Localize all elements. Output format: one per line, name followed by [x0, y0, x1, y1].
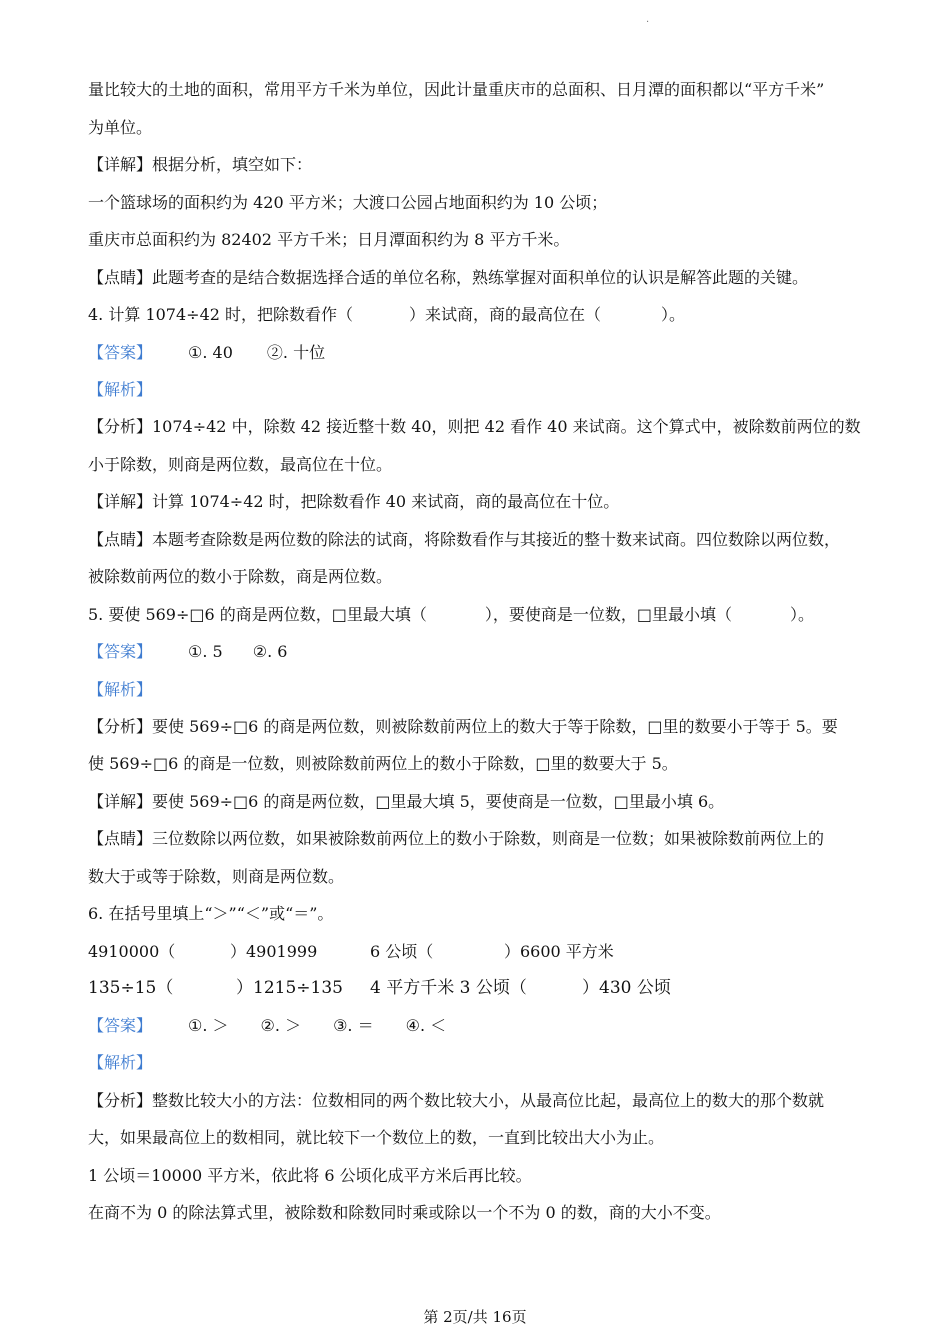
- q5-answer-row: [88, 641, 287, 663]
- analysis-line: 使 569÷□6 的商是一位数，则被除数前两位上的数小于除数，□里的数要大于 5。: [88, 754, 678, 773]
- header-dot: .: [646, 14, 650, 25]
- q4-part: ）来试商，商的最高位在（: [409, 305, 602, 324]
- tip-line: 【点睛】本题考查除数是两位数的除法的试商，将除数看作与其接近的整十数来试商。四位数除以两位数，: [88, 530, 841, 549]
- question-5: [88, 604, 814, 626]
- analysis-line: 【分析】要使 569÷□6 的商是两位数，则被除数前两位上的数大于等于除数，□里的数要小于等于 5。要: [88, 717, 838, 736]
- q6-item: ）430 公顷: [582, 978, 671, 998]
- answer-tag: 【答案】: [88, 343, 153, 362]
- analysis-line: 【分析】1074÷42 中，除数 42 接近整十数 40，则把 42 看作 40 来试商。这个算式中，被除数前两位的数: [88, 417, 861, 436]
- answer-item: ①. 5: [188, 642, 223, 661]
- answer-item: ③. ＝: [333, 1016, 374, 1035]
- text-line: 重庆市总面积约为 82402 平方千米；日月潭面积约为 8 平方千米。: [88, 230, 570, 249]
- answer-item: ④. ＜: [405, 1016, 447, 1035]
- answer-item: ②. ＞: [260, 1016, 302, 1035]
- answer-item: ①. 40: [188, 343, 233, 362]
- q5-part: 5. 要使 569÷□6 的商是两位数，□里最大填（: [88, 605, 427, 624]
- detail-line: 【详解】要使 569÷□6 的商是两位数，□里最大填 5，要使商是一位数，□里最小填 6。: [88, 792, 725, 811]
- q6-answer-row: [88, 1015, 446, 1037]
- q6-item: ）1215÷135: [236, 978, 343, 998]
- detail-line: 【详解】根据分析，填空如下：: [88, 155, 313, 174]
- analysis-tag: 【解析】: [88, 680, 153, 699]
- analysis-tag: 【解析】: [88, 1053, 153, 1072]
- text-line: 为单位。: [88, 118, 153, 137]
- answer-item: ②. 6: [252, 642, 288, 661]
- analysis-line: 【分析】整数比较大小的方法：位数相同的两个数比较大小，从最高位比起，最高位上的数大的那个数就: [88, 1091, 825, 1110]
- q5-part: ），要使商是一位数，□里最小填（: [484, 605, 733, 624]
- q6-item: ）4901999: [230, 942, 318, 961]
- q4-part: ）。: [661, 305, 686, 324]
- tip-line: 【点睛】此题考查的是结合数据选择合适的单位名称，熟练掌握对面积单位的认识是解答此题的关键。: [88, 268, 809, 287]
- tip-line: 【点睛】三位数除以两位数，如果被除数前两位上的数小于除数，则商是一位数；如果被除数前两位上的: [88, 829, 825, 848]
- tip-line: 被除数前两位的数小于除数，商是两位数。: [88, 567, 393, 586]
- tip-line: 数大于或等于除数，则商是两位数。: [88, 867, 345, 886]
- question-4: [88, 304, 685, 326]
- text-line: 一个篮球场的面积约为 420 平方米；大渡口公园占地面积约为 10 公顷；: [88, 193, 608, 212]
- q5-part: ）。: [790, 605, 815, 624]
- answer-item: ①. ＞: [188, 1016, 229, 1035]
- text-line: 量比较大的土地的面积，常用平方千米为单位，因此计量重庆市的总面积、日月潭的面积都以“平方千米”: [88, 80, 825, 99]
- q6-item: ）6600 平方米: [504, 942, 614, 961]
- answer-tag: 【答案】: [88, 642, 153, 661]
- analysis-line: 大，如果最高位上的数相同，就比较下一个数位上的数，一直到比较出大小为止。: [88, 1128, 665, 1147]
- question-6: 6. 在括号里填上“＞”“＜”或“＝”。: [88, 904, 334, 923]
- detail-line: 【详解】计算 1074÷42 时，把除数看作 40 来试商，商的最高位在十位。: [88, 492, 620, 511]
- answer-tag: 【答案】: [88, 1016, 153, 1035]
- answer-item: ②. 十位: [266, 343, 326, 362]
- q4-part: 4. 计算 1074÷42 时，把除数看作（: [88, 305, 354, 324]
- q6-item: 4910000（: [88, 942, 176, 961]
- analysis-line: 小于除数，则商是两位数，最高位在十位。: [88, 455, 393, 474]
- q4-answer-row: [88, 342, 325, 364]
- q6-item: 4 平方千米 3 公顷（: [370, 978, 527, 998]
- q6-item: 6 公顷（: [370, 942, 434, 961]
- q6-item: 135÷15（: [88, 978, 174, 998]
- page-footer: 第 2页/共 16页: [423, 1308, 527, 1326]
- analysis-line: 1 公顷＝10000 平方米，依此将 6 公顷化成平方米后再比较。: [88, 1166, 532, 1185]
- analysis-line: 在商不为 0 的除法算式里，被除数和除数同时乘或除以一个不为 0 的数，商的大小不变。: [88, 1203, 721, 1222]
- analysis-tag: 【解析】: [88, 380, 153, 399]
